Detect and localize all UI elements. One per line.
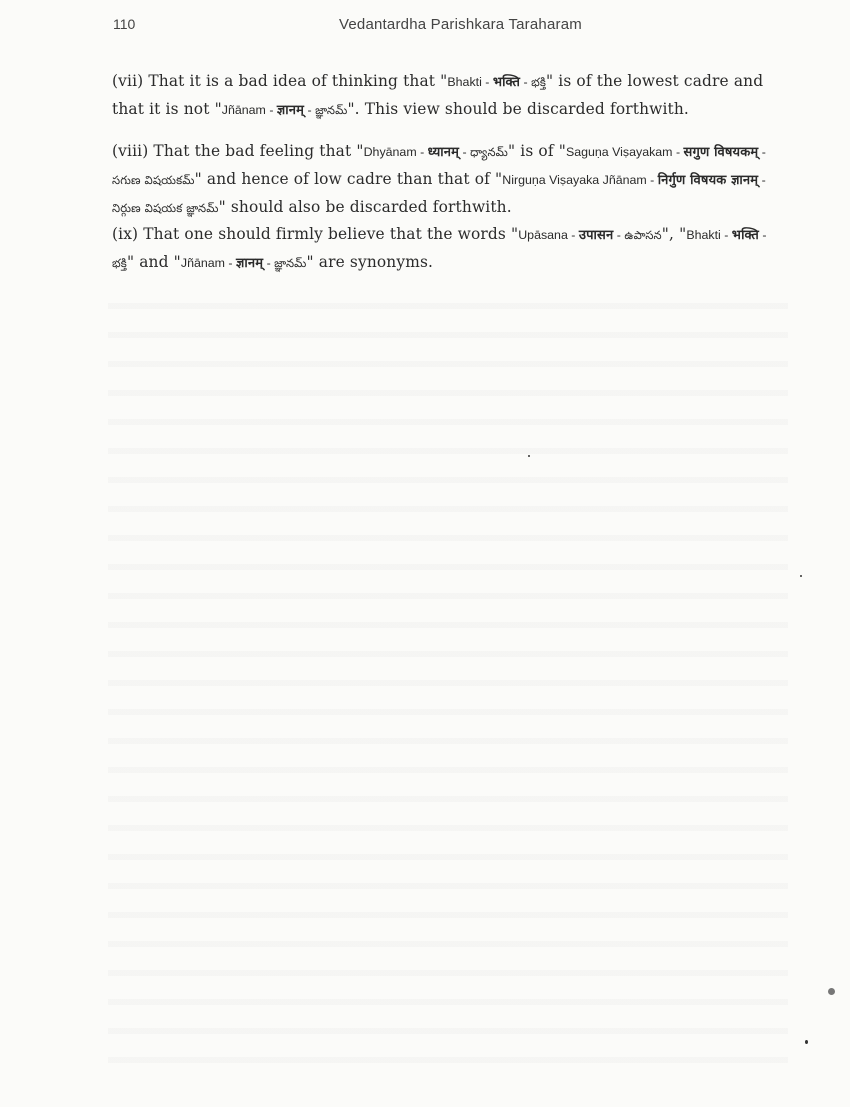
scan-speck	[828, 988, 835, 995]
term-bhakti: Bhakti	[447, 75, 482, 89]
term-bhakti-telugu: భక్తి	[531, 75, 546, 89]
term-bhakti-devanagari: भक्ति	[492, 75, 521, 90]
term-nirguna-devanagari: निर्गुण विषयक ज्ञानम्	[657, 173, 759, 188]
scan-speck	[528, 455, 530, 457]
page-header	[0, 12, 850, 38]
list-item-viii: (viii) That the bad feeling that "Dhyānam - ध्यानम् - ధ్యానమ్" is of "Saguṇa Viṣayakam - सगुण विषयकम् - సగుణ విషయకమ్" and hence of low cadre than that of "Nirguṇa Viṣayaka Jñānam - निर्गुण विषयक ज्ञानम् - నిర్గుణ విషయక జ్ఞానమ్" should also be discarded forthwith.	[112, 142, 766, 216]
term-bhakti-devanagari: भक्ति	[731, 228, 759, 243]
term-dhyanam-telugu: ధ్యానమ్	[470, 145, 508, 159]
term-jnanam-telugu: జ్ఞానమ్	[274, 256, 307, 270]
term-saguna-devanagari: सगुण विषयकम्	[683, 145, 759, 160]
term-dhyanam: Dhyānam	[363, 145, 417, 159]
list-item-ix: (ix) That one should firmly believe that the words "Upāsana - उपासन - ఉపాసన", "Bhakti - भक्ति - భక్తి" and "Jñānam - ज्ञानम् - జ్ఞానమ్" are synonyms.	[112, 225, 767, 271]
term-jnanam: Jñānam	[221, 103, 266, 117]
scan-speck	[800, 575, 802, 577]
bleed-through-area	[108, 290, 788, 1080]
term-jnanam: Jñānam	[180, 256, 225, 270]
term-dhyanam-devanagari: ध्यानम्	[427, 145, 460, 160]
term-saguna: Saguṇa Viṣayakam	[565, 145, 673, 159]
running-title: Vedantardha Parishkara Taraharam	[339, 16, 582, 33]
term-nirguna-telugu: నిర్గుణ విషయక జ్ఞానమ్	[112, 201, 219, 215]
term-saguna-telugu: సగుణ విషయకమ్	[112, 173, 195, 187]
term-bhakti-telugu: భక్తి	[112, 256, 127, 270]
page-body	[112, 68, 784, 277]
term-upasana: Upāsana	[518, 228, 568, 242]
list-item-vii: (vii) That it is a bad idea of thinking that "Bhakti - भक्ति - భక్తి" is of the lowest cadre and that it is not "Jñānam - ज्ञानम् - జ్ఞానమ్". This view should be discarded forthwith.	[112, 72, 764, 118]
scan-speck	[805, 1040, 808, 1044]
term-bhakti: Bhakti	[686, 228, 721, 242]
term-jnanam-devanagari: ज्ञानम्	[235, 256, 264, 271]
term-nirguna: Nirguṇa Viṣayaka Jñānam	[502, 173, 647, 187]
term-upasana-devanagari: उपासन	[578, 228, 614, 243]
term-upasana-telugu: ఉపాసన	[624, 228, 662, 242]
term-jnanam-devanagari: ज्ञानम्	[276, 103, 305, 118]
term-jnanam-telugu: జ్ఞానమ్	[315, 103, 348, 117]
page-number: 110	[113, 16, 136, 32]
